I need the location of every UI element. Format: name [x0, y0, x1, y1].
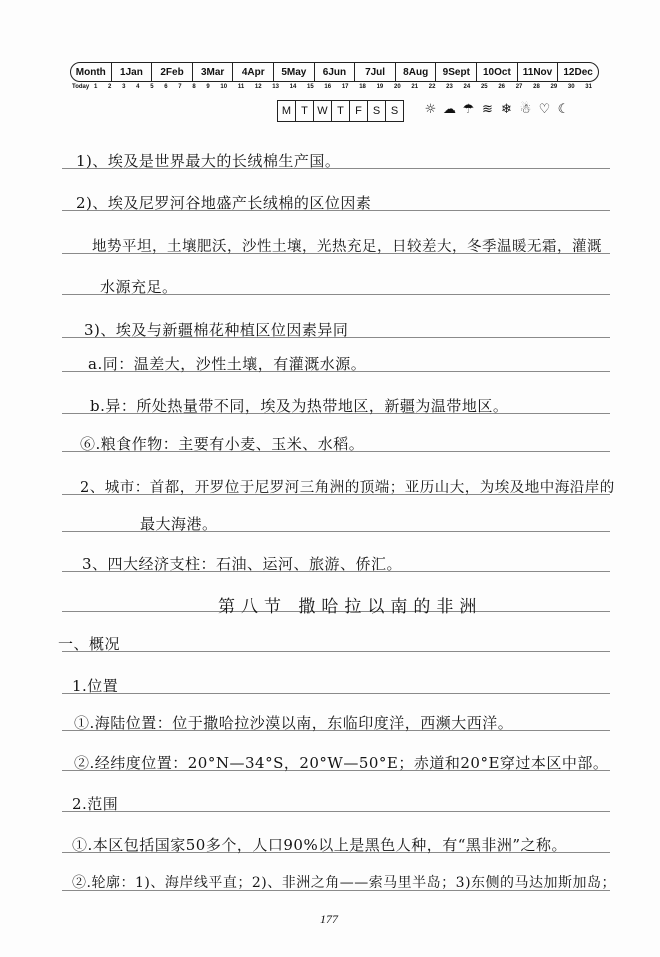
rain-icon: ☂	[462, 102, 475, 117]
day-number: 5	[150, 84, 154, 90]
note-line: ②.轮廓：1)、海岸线平直；2)、非洲之角——索马里半岛；3)东侧的马达加斯加岛；	[72, 875, 617, 891]
moon-icon: ☾	[557, 102, 570, 117]
note-line: ⑥.粮食作物：主要有小麦、玉米、水稻。	[80, 435, 365, 453]
note-line: 1)、埃及是世界最大的长绒棉生产国。	[76, 152, 341, 170]
month-tab: 2Feb	[152, 63, 193, 81]
day-number: 14	[289, 84, 297, 90]
sun-icon: ☼	[424, 102, 437, 117]
day-number: 15	[307, 84, 314, 90]
weekday-box: W	[314, 101, 332, 121]
day-number: 9	[206, 84, 210, 90]
day-number: 27	[515, 84, 523, 90]
note-line: ②.经纬度位置：20°N—34°S，20°W—50°E；赤道和20°E穿过本区中部。	[74, 754, 609, 772]
day-number: 21	[411, 84, 419, 90]
ruled-line	[62, 811, 610, 812]
weather-icons	[422, 101, 572, 118]
month-tab: 7Jul	[355, 63, 396, 81]
month-tab: 8Aug	[396, 63, 437, 81]
day-number: 6	[164, 84, 168, 90]
month-tab: 10Oct	[477, 63, 518, 81]
day-number: 12	[254, 84, 262, 90]
snow-icon: ❄	[501, 102, 512, 117]
month-tab: Month	[71, 63, 112, 81]
today-label: Today	[72, 84, 90, 90]
month-tab: 9Sept	[436, 63, 477, 81]
note-line: 地势平坦，土壤肥沃，沙性土壤，光热充足，日较差大，冬季温暖无霜，灌溉	[92, 239, 602, 255]
month-tab: 12Dec	[563, 66, 593, 78]
section-title: 第八节 撒哈拉以南的非洲	[218, 597, 483, 617]
weekday-box: M	[278, 101, 296, 121]
day-number: 19	[376, 84, 384, 90]
page-number: 177	[320, 912, 338, 926]
day-number: 3	[122, 84, 126, 90]
month-tab: 11Nov	[518, 63, 559, 81]
day-number: 16	[324, 84, 332, 90]
month-tab: 3Mar	[193, 63, 234, 81]
day-number: 26	[498, 84, 506, 90]
month-tab: 6Jun	[315, 63, 356, 81]
day-number: 17	[341, 84, 349, 90]
heart-icon: ♡	[538, 102, 551, 117]
day-number: 31	[585, 84, 592, 90]
note-line: 2.范围	[72, 795, 119, 813]
day-number: 8	[192, 84, 196, 90]
note-line: a.同：温差大，沙性土壤，有灌溉水源。	[88, 355, 367, 373]
day-number: 10	[220, 84, 228, 90]
note-line: 一、概况	[58, 635, 121, 653]
day-number: 23	[446, 84, 453, 90]
note-line: b.异：所处热量带不同，埃及为热带地区，新疆为温带地区。	[90, 397, 509, 415]
day-number: 29	[550, 84, 558, 90]
month-tabs	[70, 62, 599, 82]
weekday-box: S	[390, 105, 399, 117]
note-line: ①.本区包括国家50多个，人口90%以上是黑色人种，有“黑非洲”之称。	[72, 836, 568, 854]
day-number: 20	[393, 84, 401, 90]
weekday-box: T	[332, 101, 350, 121]
weekday-box: T	[296, 101, 314, 121]
snowman-icon: ☃	[519, 102, 532, 117]
month-tab: 1Jan	[112, 63, 153, 81]
day-number: 25	[480, 84, 488, 90]
day-number: 30	[567, 84, 575, 90]
day-numbers	[94, 84, 592, 94]
cloud-icon: ☁	[443, 102, 456, 117]
day-number: 24	[463, 84, 471, 90]
weekday-box: F	[350, 101, 368, 121]
day-number: 11	[237, 84, 245, 90]
note-line: 3、四大经济支柱：石油、运河、旅游、侨汇。	[82, 555, 403, 573]
day-number: 18	[359, 84, 366, 90]
day-number: 28	[533, 84, 540, 90]
day-number: 22	[428, 84, 436, 90]
note-line: ①.海陆位置：位于撒哈拉沙漠以南，东临印度洋，西濒大西洋。	[74, 714, 514, 732]
weekday-box: S	[368, 101, 386, 121]
day-number: 1	[94, 84, 98, 90]
note-line: 2、城市：首都，开罗位于尼罗河三角洲的顶端；亚历山大，为埃及地中海沿岸的	[80, 480, 615, 496]
ruled-line	[62, 651, 610, 652]
day-number: 2	[108, 84, 112, 90]
today-row	[72, 84, 592, 94]
month-tab: 5May	[274, 63, 315, 81]
weekday-boxes	[277, 100, 404, 122]
note-line: 3)、埃及与新疆棉花种植区位因素异同	[84, 321, 349, 339]
note-line: 2)、埃及尼罗河谷地盛产长绒棉的区位因素	[76, 194, 372, 212]
ruled-line	[62, 693, 610, 694]
note-line: 1.位置	[72, 677, 119, 695]
day-number: 7	[178, 84, 182, 90]
month-tab: 4Apr	[233, 63, 274, 81]
wind-icon: ≋	[482, 102, 493, 117]
note-line: 水源充足。	[100, 278, 178, 296]
day-number: 4	[136, 84, 140, 90]
day-number: 13	[272, 84, 279, 90]
note-line: 最大海港。	[140, 515, 218, 533]
